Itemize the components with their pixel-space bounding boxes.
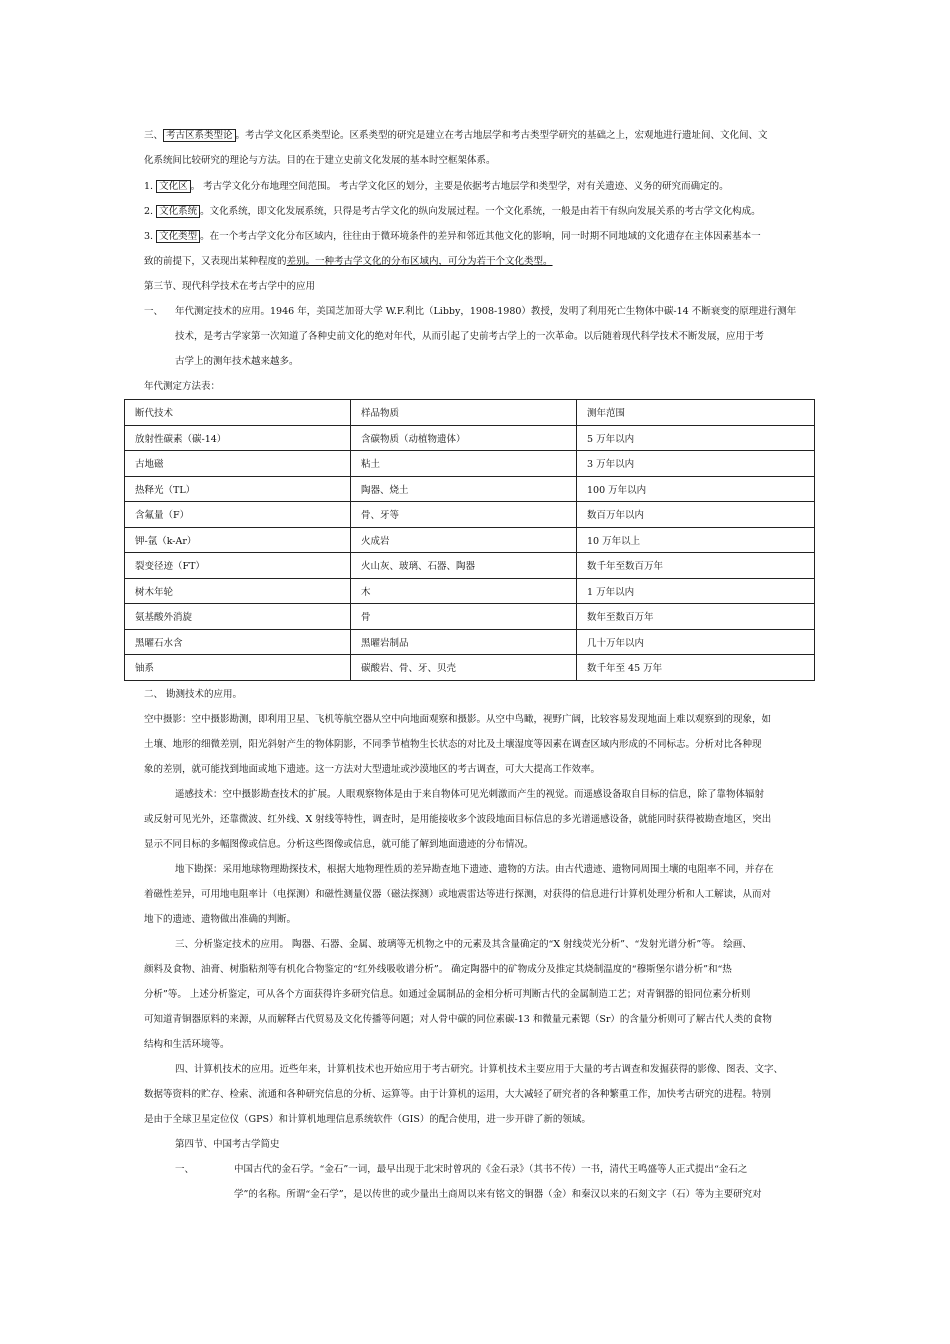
- ground-paragraph-line-3: 地下的遗迹、遗物做出准确的判断。: [144, 914, 297, 925]
- table-cell: 氨基酸外消旋: [125, 604, 351, 630]
- underlined-text: 差别。一种考古学文化的分布区域内，可分为若干个文化类型。: [286, 256, 553, 267]
- item-culture-type-line-2: [144, 255, 553, 269]
- boxed-term-regional-type: 考古区系类型论: [163, 129, 236, 142]
- dating-number: 一、: [144, 306, 164, 317]
- table-cell: 陶器、烧土: [351, 476, 577, 502]
- classification-paragraph-line-2: 化系统间比较研究的理论与方法。目的在于建立史前文化发展的基本时空框架体系。: [144, 155, 496, 166]
- table-cell: 铀系: [125, 655, 351, 681]
- ground-paragraph-line-1: 地下勘探：采用地球物理勘探技术，根据大地物理性质的差异勘查地下遗迹、遗物的方法。由古代遗迹、遗物同周围土壤的电阻率不同，并存在: [175, 864, 774, 875]
- boxed-term-culture-system: 文化系统: [156, 205, 200, 218]
- item-text: 。 考古学文化分布地理空间范围。 考古学文化区的划分，主要是依据考古地层学和类型学，对有关遗迹、义务的研究而确定的。: [190, 181, 729, 192]
- jinshi-paragraph-line-1: 中国古代的金石学。“金石”一词，最早出现于北宋时曾巩的《金石录》（其书不传）一书，清代王鸣盛等人正式提出“金石之: [234, 1164, 748, 1175]
- table-cell: 10 万年以上: [577, 527, 815, 553]
- survey-heading: 二、 勘测技术的应用。: [144, 689, 243, 700]
- table-cell: 数千年至数百万年: [577, 553, 815, 579]
- table-cell: 骨: [351, 604, 577, 630]
- table-header-cell: 断代技术: [125, 400, 351, 426]
- table-cell: 木: [351, 578, 577, 604]
- table-row: [125, 425, 815, 451]
- table-cell: 钾-氩（k-Ar）: [125, 527, 351, 553]
- classification-text: 。考古学文化区系类型论。区系类型的研究是建立在考古地层学和考古类型学研究的基础之上，宏观地进行遗址间、文化间、文: [235, 130, 768, 141]
- table-cell: 1 万年以内: [577, 578, 815, 604]
- computer-paragraph-line-3: 是由于全球卫星定位仪（GPS）和计算机地理信息系统软件（GIS）的配合使用，进一步开辟了新的领域。: [144, 1114, 591, 1125]
- table-caption: 年代测定方法表：: [144, 381, 221, 392]
- analysis-paragraph-line-2: 颜料及食物、油膏、树脂粘剂等有机化合物鉴定的“红外线吸收谱分析”。 确定陶器中的矿物成分及推定其烧制温度的“穆斯堡尔谱分析”和“热: [144, 964, 732, 975]
- computer-paragraph-line-2: 数据等资料的贮存、检索、流通和各种研究信息的分析、运算等。由于计算机的运用，大大减轻了研究者的各种繁重工作，加快考古研究的进程。特别: [144, 1089, 772, 1100]
- section-prefix: 三、: [144, 130, 164, 141]
- classification-paragraph-line-1: [144, 129, 768, 143]
- table-cell: 树木年轮: [125, 578, 351, 604]
- table-row: [125, 476, 815, 502]
- table-row: [125, 527, 815, 553]
- table-row: [125, 655, 815, 681]
- analysis-paragraph-line-3: 分析”等。 上述分析鉴定，可从各个方面获得许多研究信息。如通过金属制品的金相分析可判断古代的金属制造工艺；对青铜器的铅同位素分析则: [144, 989, 751, 1000]
- analysis-paragraph-line-4: 可知道青铜器原料的来源，从而解释古代贸易及文化传播等问题；对人骨中碳的同位素碳-13 和微量元素锶（Sr）的含量分析则可了解古代人类的食物: [144, 1014, 772, 1025]
- aerial-paragraph-line-2: 土壤、地形的细微差别，阳光斜射产生的物体阴影，不同季节植物生长状态的对比及土壤湿度等因素在调查区域内形成的不同标志。分析对比各种现: [144, 739, 762, 750]
- table-cell: 含氟量（F）: [125, 502, 351, 528]
- item-number: 3.: [144, 231, 157, 242]
- item-text: 。文化系统，即文化发展系统，只得是考古学文化的纵向发展过程。一个文化系统，一般是由若干有纵向发展关系的考古学文化构成。: [200, 206, 761, 217]
- table-cell: 黑曜石水含: [125, 629, 351, 655]
- table-cell: 数千年至 45 万年: [577, 655, 815, 681]
- table-cell: 几十万年以内: [577, 629, 815, 655]
- table-header-cell: 测年范围: [577, 400, 815, 426]
- table-cell: 放射性碳素（碳-14）: [125, 425, 351, 451]
- table-row: [125, 502, 815, 528]
- table-cell: 数年至数百万年: [577, 604, 815, 630]
- table-row: [125, 553, 815, 579]
- table-cell: 碳酸岩、骨、牙、贝壳: [351, 655, 577, 681]
- section-4-title: 第四节、中国考古学简史: [175, 1139, 280, 1150]
- item-text: 致的前提下，又表现出某种程度的: [144, 256, 287, 267]
- table-cell: 裂变径迹（FT）: [125, 553, 351, 579]
- table-row: [125, 578, 815, 604]
- aerial-paragraph-line-1: 空中摄影：空中摄影勘测，即利用卫星、飞机等航空器从空中向地面观察和摄影。从空中鸟瞰，视野广阔，比较容易发现地面上难以观察到的现象，如: [144, 714, 772, 725]
- aerial-paragraph-line-3: 象的差别，就可能找到地面或地下遗迹。这一方法对大型遗址或沙漠地区的考古调查，可大大提高工作效率。: [144, 764, 601, 775]
- table-cell: 3 万年以内: [577, 451, 815, 477]
- item-number: 1.: [144, 181, 157, 192]
- table-cell: 5 万年以内: [577, 425, 815, 451]
- table-cell: 数百万年以内: [577, 502, 815, 528]
- remote-paragraph-line-1: 遥感技术：空中摄影勘查技术的扩展。人眼观察物体是由于来自物体可见光刺激而产生的视觉。而遥感设备取自目标的信息，除了靠物体辐射: [175, 789, 765, 800]
- jinshi-number: 一、: [175, 1164, 195, 1175]
- boxed-term-culture-area: 文化区: [156, 180, 191, 193]
- item-number: 2.: [144, 206, 157, 217]
- table-cell: 含碳物质（动植物遗体）: [351, 425, 577, 451]
- item-text: 。在一个考古学文化分布区域内，往往由于微环境条件的差异和邻近其他文化的影响，同一时期不同地域的文化遗存在主体因素基本一: [200, 231, 761, 242]
- table-cell: 火山灰、玻璃、石器、陶器: [351, 553, 577, 579]
- item-culture-type: [144, 230, 761, 244]
- table-cell: 100 万年以内: [577, 476, 815, 502]
- table-cell: 古地磁: [125, 451, 351, 477]
- table-cell: 粘土: [351, 451, 577, 477]
- analysis-paragraph-line-5: 结构和生活环境等。: [144, 1039, 230, 1050]
- remote-paragraph-line-2: 或反射可见光外，还靠微波、红外线、X 射线等特性，调查时，是用能接收多个波段地面目标信息的多光谱遥感设备，就能同时获得被勘查地区，突出: [144, 814, 772, 825]
- table-cell: 火成岩: [351, 527, 577, 553]
- table-header-cell: 样品物质: [351, 400, 577, 426]
- table-row: [125, 604, 815, 630]
- remote-paragraph-line-3: 显示不同目标的多幅图像或信息。分析这些图像或信息，就可能了解到地面遗迹的分布情况。: [144, 839, 534, 850]
- jinshi-paragraph-line-2: 学”的名称。所谓“金石学”，是以传世的或少量出土商周以来有铭文的铜器（金）和秦汉以来的石刻文字（石）等为主要研究对: [234, 1189, 762, 1200]
- computer-paragraph-line-1: 四、计算机技术的应用。近些年来，计算机技术也开始应用于考古研究。计算机技术主要应用于大量的考古调查和发掘获得的影像、图表、文字、: [175, 1064, 784, 1075]
- item-culture-system: [144, 205, 761, 219]
- dating-paragraph-line-1: 年代测定技术的应用。1946 年，美国芝加哥大学 W.F.利比（Libby，1908-1980）教授，发明了利用死亡生物体中碳-14 不断衰变的原理进行测年: [175, 306, 797, 317]
- section-3-title: 第三节、现代科学技术在考古学中的应用: [144, 281, 316, 292]
- dating-methods-table: [124, 399, 815, 681]
- table-row: [125, 629, 815, 655]
- table-cell: 黑曜岩制品: [351, 629, 577, 655]
- dating-paragraph-line-3: 古学上的测年技术越来越多。: [175, 356, 299, 367]
- table-header-row: [125, 400, 815, 426]
- item-culture-area: [144, 180, 729, 194]
- dating-paragraph-line-2: 技术，是考古学家第一次知道了各种史前文化的绝对年代，从而引起了史前考古学上的一次革命。以后随着现代科学技术不断发展，应用于考: [175, 331, 765, 342]
- table-cell: 骨、牙等: [351, 502, 577, 528]
- table-row: [125, 451, 815, 477]
- analysis-paragraph-line-1: 三、分析鉴定技术的应用。 陶器、石器、金属、玻璃等无机物之中的元素及其含量确定的“X 射线荧光分析”、“发射光谱分析”等。 绘画、: [175, 939, 752, 950]
- table-cell: 热释光（TL）: [125, 476, 351, 502]
- boxed-term-culture-type: 文化类型: [156, 230, 200, 243]
- ground-paragraph-line-2: 着磁性差异，可用地电阻率计（电探测）和磁性测量仪器（磁法探测）或地震雷达等进行探测，对获得的信息进行计算机处理分析和人工解读，从而对: [144, 889, 772, 900]
